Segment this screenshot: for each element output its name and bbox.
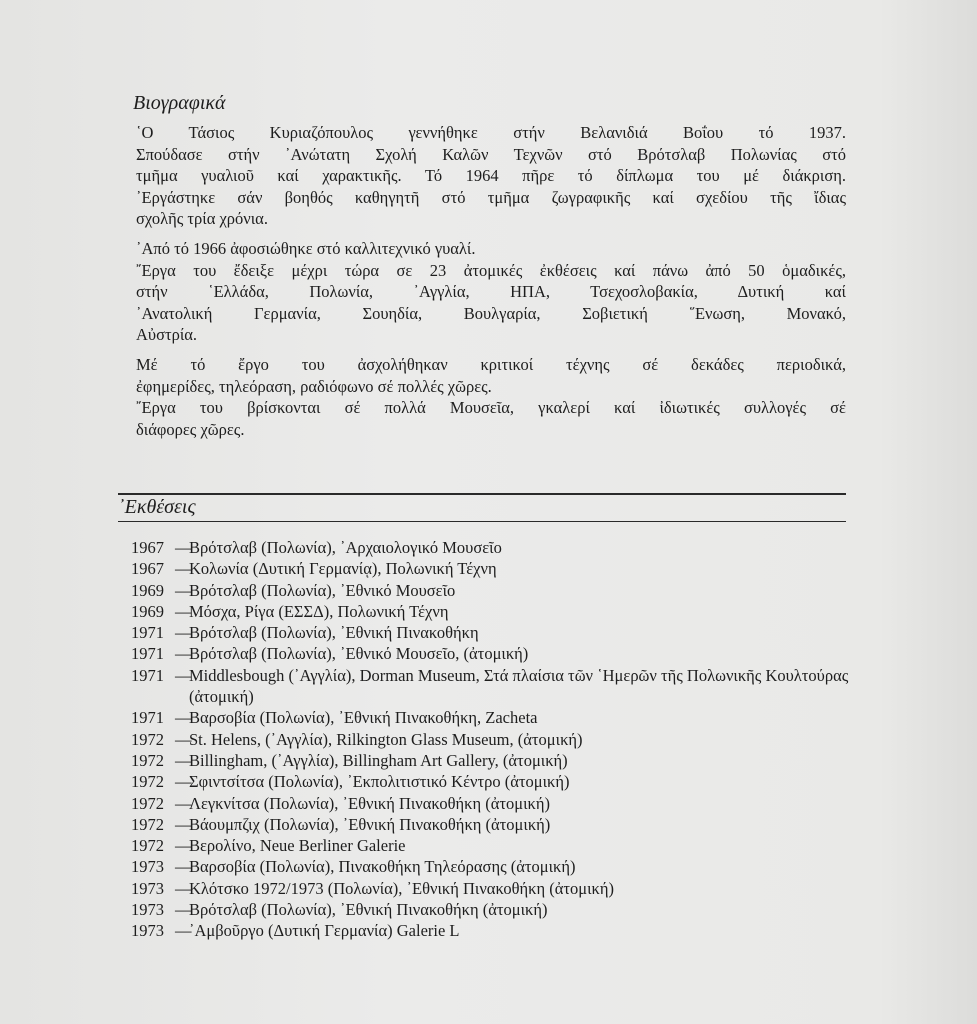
exhibition-item [131,899,851,920]
exhibition-item [131,835,851,856]
exhibition-description: Κολωνία (Δυτική Γερμανίᾳ), Πολωνική Τέχνη [189,559,497,579]
exhibition-description: Κλότσκο 1972/1973 (Πολωνία), ᾿Εθνική Πινακοθήκη (ἀτομική) [189,878,614,898]
exhibition-item [131,729,851,750]
exhibition-year: 1972 [131,793,164,813]
exhibition-year: 1969 [131,601,164,621]
exhibition-year: 1973 [131,857,164,877]
exhibition-description: Μόσχα, Ρίγα (ΕΣΣΔ), Πολωνική Τέχνη [189,601,449,621]
text-line: ἐφημερίδες, τηλεόραση, ραδιόφωνο σέ πολλές χῶρες. [136,376,492,396]
exhibition-year: 1971 [131,623,164,643]
dash: — [175,836,192,856]
biography-text [136,122,846,448]
exhibition-item [131,814,851,835]
exhibition-item [131,558,851,579]
exhibition-year: 1972 [131,836,164,856]
biography-paragraph [136,354,846,440]
dash: — [175,665,192,685]
exhibitions-heading: ᾿Εκθέσεις [118,496,846,522]
exhibition-item [131,580,851,601]
dash: — [175,921,192,941]
exhibition-description: Βρότσλαβ (Πολωνία), ᾿Εθνική Πινακοθήκη (ἀτομική) [189,900,548,920]
exhibitions-list [131,537,851,942]
exhibition-year: 1967 [131,538,164,557]
exhibition-item [131,793,851,814]
dash: — [175,708,192,728]
exhibition-year: 1969 [131,580,164,600]
text-line: στήν ῾Ελλάδα, Πολωνία, ᾿Αγγλία, ΗΠΑ, Τσεχοσλοβακία, Δυτική καί [136,282,846,302]
dash: — [175,538,192,557]
text-line: ῎Εργα του ἔδειξε μέχρι τώρα σε 23 ἀτομικές ἐκθέσεις καί πάνω ἀπό 50 ὁμαδικές, [136,260,846,280]
text-line: διάφορες χῶρες. [136,419,245,439]
exhibition-description: Βαρσοβία (Πολωνία), ᾿Εθνική Πινακοθήκη, Zacheta [189,708,538,728]
section-divider [118,493,846,495]
exhibition-description: Βάουμπζιχ (Πολωνία), ᾿Εθνική Πινακοθήκη (ἀτομική) [189,814,551,834]
exhibition-description: Βρότσλαβ (Πολωνία), ᾿Εθνική Πινακοθήκη [189,623,479,643]
exhibition-item [131,622,851,643]
dash: — [175,644,192,664]
exhibition-description: Βαρσοβία (Πολωνία), Πινακοθήκη Τηλεόρασης (ἀτομική) [189,857,576,877]
exhibition-item [131,601,851,622]
exhibition-year: 1973 [131,921,164,941]
text-line: Σπούδασε στήν ᾿Ανώτατη Σχολή Καλῶν Τεχνῶν στό Βρότσλαβ Πολωνίας στό [136,144,846,164]
text-line: ᾿Εργάστηκε σάν βοηθός καθηγητῆ στό τμῆμα ζωγραφικῆς καί σχεδίου τῆς ἴδιας [136,187,846,207]
exhibition-year: 1967 [131,559,164,579]
exhibition-item [131,878,851,899]
exhibition-description: Βρότσλαβ (Πολωνία), ᾿Αρχαιολογικό Μουσεῖο [189,538,502,557]
biography-paragraph [136,122,846,230]
exhibition-description: Σφιντσίτσα (Πολωνία), ᾿Εκπολιτιστικό Κέντρο (ἀτομική) [189,772,570,792]
dash: — [175,772,192,792]
exhibition-year: 1971 [131,665,164,685]
exhibition-item [131,856,851,877]
dash: — [175,857,192,877]
exhibition-description: ᾿Αμβοῦργο (Δυτική Γερμανία) Galerie L [189,921,460,941]
exhibition-description: Βρότσλαβ (Πολωνία), ᾿Εθνικό Μουσεῖο, (ἀτομική) [189,644,529,664]
text-line: ῾Ο Τάσιος Κυριαζόπουλος γεννήθηκε στήν Βελανιδιά Βοΐου τό 1937. [136,123,846,142]
biography-heading: Βιογραφικά [133,92,226,114]
dash: — [175,750,192,770]
text-line: σχολῆς τρία χρόνια. [136,209,268,229]
exhibition-item [131,750,851,771]
dash: — [175,601,192,621]
exhibition-item [131,771,851,792]
exhibition-year: 1971 [131,644,164,664]
exhibition-year: 1972 [131,750,164,770]
dash: — [175,559,192,579]
exhibition-year: 1973 [131,878,164,898]
exhibition-description: Middlesbough (᾿Αγγλία), Dorman Museum, Στά πλαίσια τῶν ῾Ημερῶν τῆς Πολωνικῆς Κουλτούρας (ἀτομική) [189,665,849,707]
text-line: ῎Εργα του βρίσκονται σέ πολλά Μουσεῖα, γκαλερί καί ἰδιωτικές συλλογές σέ [136,398,846,418]
exhibition-year: 1972 [131,772,164,792]
dash: — [175,580,192,600]
exhibition-description: Βρότσλαβ (Πολωνία), ᾿Εθνικό Μουσεῖο [189,580,456,600]
text-line: Μέ τό ἔργο του ἀσχολήθηκαν κριτικοί τέχνης σέ δεκάδες περιοδικά, [136,354,846,374]
exhibition-item [131,665,851,708]
text-line: τμῆμα γυαλιοῦ καί χαρακτικῆς. Τό 1964 πῆρε τό δίπλωμα του μέ διάκριση. [136,166,846,186]
biography-paragraph [136,238,846,346]
exhibition-item [131,920,851,941]
exhibition-item [131,537,851,558]
dash: — [175,729,192,749]
dash: — [175,623,192,643]
exhibition-description: Βερολίνο, Neue Berliner Galerie [189,836,406,856]
exhibition-year: 1971 [131,708,164,728]
text-line: ᾿Ανατολική Γερμανία, Σουηδία, Βουλγαρία, Σοβιετική ῞Ενωση, Μονακό, [136,303,846,323]
dash: — [175,900,192,920]
exhibition-item [131,643,851,664]
dash: — [175,793,192,813]
exhibition-description: St. Helens, (᾿Αγγλία), Rilkington Glass Museum, (ἀτομική) [189,729,583,749]
exhibition-year: 1972 [131,814,164,834]
exhibition-year: 1973 [131,900,164,920]
dash: — [175,878,192,898]
exhibition-year: 1972 [131,729,164,749]
dash: — [175,814,192,834]
text-line: Αὐστρία. [136,325,198,345]
exhibition-description: Billingham, (᾿Αγγλία), Billingham Art Gallery, (ἀτομική) [189,750,568,770]
text-line: ᾿Από τό 1966 ἀφοσιώθηκε στό καλλιτεχνικό γυαλί. [136,238,476,258]
exhibition-item [131,707,851,728]
exhibition-description: Λεγκνίτσα (Πολωνία), ᾿Εθνική Πινακοθήκη (ἀτομική) [189,793,550,813]
